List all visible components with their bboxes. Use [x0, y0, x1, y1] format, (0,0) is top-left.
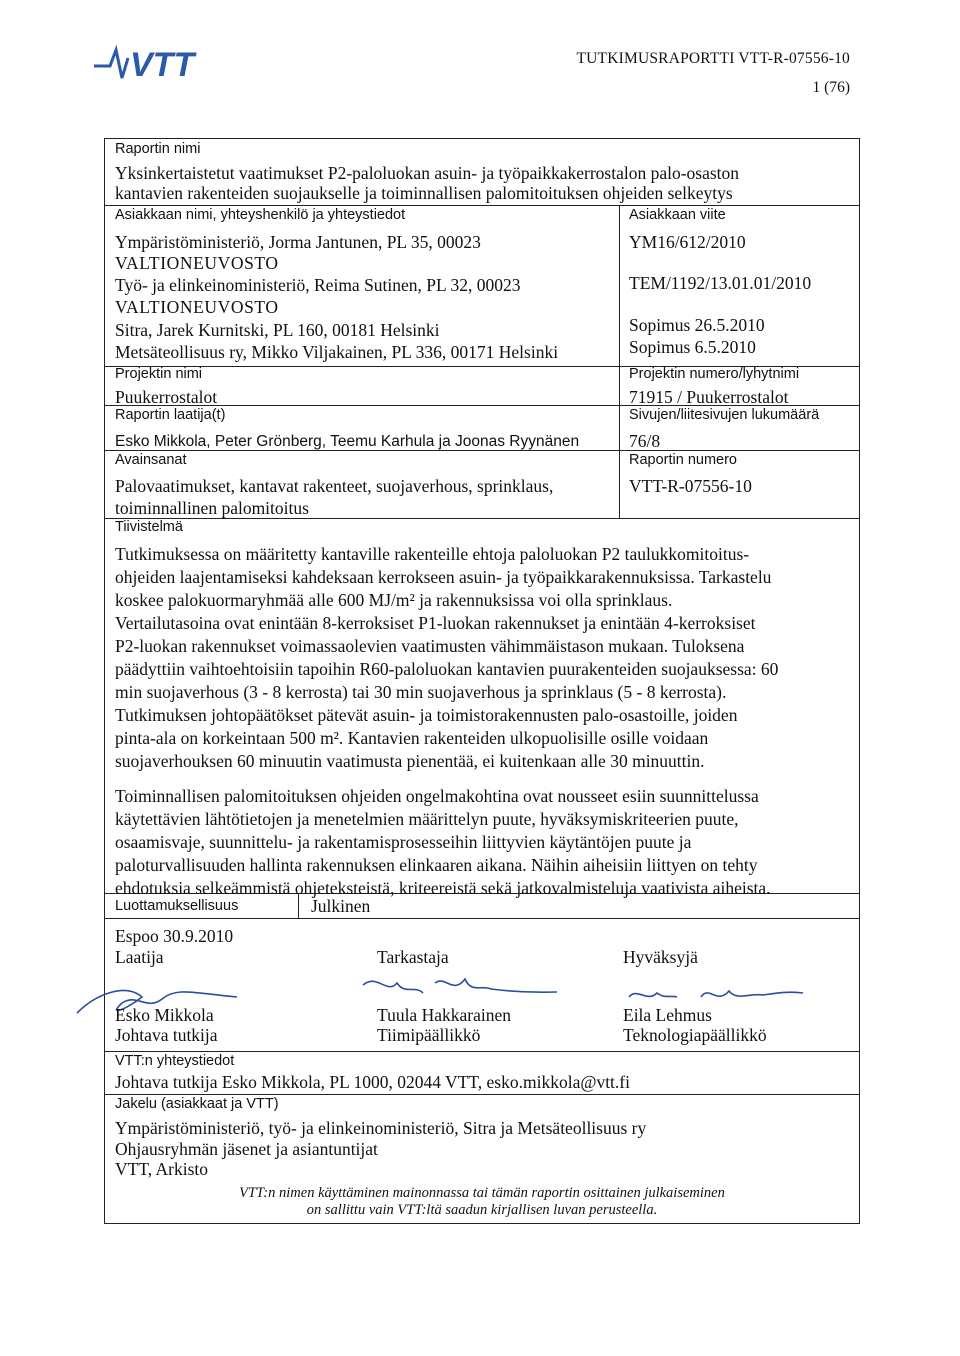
- divider: [105, 1051, 859, 1052]
- footer-note-line1: VTT:n nimen käyttäminen mainonnassa tai tämän raportin osittainen julkaiseminen: [239, 1185, 725, 1201]
- summary-line: osaamisvaje, suunnittelu- ja rakentamisprosesseihin liittyvien käytäntöjen puute ja: [115, 832, 692, 852]
- summary-line: P2-luokan rakennukset voimassaolevien vaatimusten vähimmäistason mukaan. Tuloksena: [115, 636, 745, 656]
- report-header-title: TUTKIMUSRAPORTTI VTT-R-07556-10: [576, 50, 850, 67]
- client-ref: Sopimus 6.5.2010: [629, 337, 756, 357]
- distribution-line: VTT, Arkisto: [115, 1159, 209, 1179]
- author-name: Esko Mikkola: [115, 1005, 214, 1025]
- summary-paragraph-2: [115, 785, 850, 900]
- summary-line: Vertailutasoina ovat enintään 8-kerroksiset P1-luokan rakennukset ja enintään 4-kerroksiset: [115, 613, 756, 633]
- reviewer-name: Tuula Hakkarainen: [377, 1005, 511, 1025]
- report-name-line2: kantavien rakenteiden suojaukselle ja toiminnallisen palomitoituksen ohjeiden selkeytys: [115, 183, 733, 203]
- client-line: Ympäristöministeriö, Jorma Jantunen, PL 35, 00023: [115, 232, 481, 252]
- project-name-label: Projektin nimi: [115, 366, 203, 382]
- summary-line: pinta-ala on korkeintaan 500 m². Kantavien rakenteiden ulkopuolisille osille voidaan: [115, 728, 709, 748]
- contact-value: Johtava tutkija Esko Mikkola, PL 1000, 02044 VTT, esko.mikkola@vtt.fi: [115, 1072, 630, 1092]
- page-count: 76/8: [629, 431, 661, 451]
- report-form-frame: [104, 138, 860, 1224]
- summary-line: ohjeiden laajentamiseksi kahdeksaan kerrokseen asuin- ja työpaikkarakennuksissa. Tarkastelu: [115, 567, 772, 587]
- summary-line: Toiminnallisen palomitoituksen ohjeiden ongelmakohtina ovat nousseet esiin suunnittelussa: [115, 786, 759, 806]
- approver-role: Hyväksyjä: [623, 947, 698, 967]
- contact-label: VTT:n yhteystiedot: [115, 1053, 235, 1069]
- summary-line: koskee palokuormaryhmää alle 600 MJ/m² ja rakennuksissa voi olla sprinklaus.: [115, 590, 673, 610]
- summary-line: Tutkimuksessa on määritetty kantaville rakenteille ehtoja paloluokan P2 taulukkomitoitus-: [115, 544, 750, 564]
- summary-line: suojaverhouksen 60 minuutin vaatimusta pienentää, ei kuitenkaan alle 30 minuuttin.: [115, 751, 705, 771]
- author-title: Johtava tutkija: [115, 1025, 218, 1045]
- vtt-logo: [92, 38, 232, 88]
- divider: [105, 1094, 859, 1095]
- client-ref: Sopimus 26.5.2010: [629, 315, 765, 335]
- divider: [105, 205, 859, 206]
- keywords-line2: toiminnallinen palomitoitus: [115, 498, 309, 518]
- project-name: Puukerrostalot: [115, 387, 218, 407]
- client-ref-label: Asiakkaan viite: [629, 207, 726, 223]
- approver-name: Eila Lehmus: [623, 1005, 712, 1025]
- author-role: Laatija: [115, 947, 164, 967]
- summary-line: Tutkimuksen johtopäätökset pätevät asuin- ja toimistorakennusten palo-osastoille, joiden: [115, 705, 738, 725]
- client-line: VALTIONEUVOSTO: [115, 253, 279, 273]
- project-number-label: Projektin numero/lyhytnimi: [629, 366, 800, 382]
- client-line: VALTIONEUVOSTO: [115, 297, 279, 317]
- report-name-label: Raportin nimi: [115, 141, 201, 157]
- distribution-line: Ohjausryhmän jäsenet ja asiantuntijat: [115, 1139, 378, 1159]
- summary-line: päädyttiin vaihtoehtoisiin tapoihin R60-paloluokan kantavien puurakenteiden suojauksessa: 60: [115, 659, 779, 679]
- authors-label: Raportin laatija(t): [115, 407, 226, 423]
- authors-names: Esko Mikkola, Peter Grönberg, Teemu Karhula ja Joonas Ryynänen: [115, 433, 580, 450]
- client-label: Asiakkaan nimi, yhteyshenkilö ja yhteystiedot: [115, 207, 406, 223]
- report-number: VTT-R-07556-10: [629, 476, 752, 496]
- approver-title: Teknologiapäällikkö: [623, 1025, 767, 1045]
- summary-label: Tiivistelmä: [115, 519, 183, 535]
- reviewer-role: Tarkastaja: [377, 947, 449, 967]
- report-name-line1: Yksinkertaistetut vaatimukset P2-paloluokan asuin- ja työpaikkakerrostalon palo-osaston: [115, 163, 740, 183]
- project-number: 71915 / Puukerrostalot: [629, 387, 789, 407]
- page-number: 1 (76): [812, 79, 850, 96]
- summary-line: paloturvallisuuden hallinta rakennuksen elinkaaren aikana. Näihin aiheisiin liittyen on tehty: [115, 855, 758, 875]
- summary-line: ehdotuksia selkeämmistä ohjeteksteistä, kriteereistä sekä jatkovalmisteluja vaativista aiheista.: [115, 878, 771, 898]
- divider: [105, 918, 859, 919]
- client-ref: TEM/1192/13.01.01/2010: [629, 273, 812, 293]
- client-line: Metsäteollisuus ry, Mikko Viljakainen, PL 336, 00171 Helsinki: [115, 342, 559, 362]
- report-number-label: Raportin numero: [629, 452, 737, 468]
- distribution-label: Jakelu (asiakkaat ja VTT): [115, 1096, 279, 1112]
- summary-line: käytettävien lähtötietojen ja menetelmien määrittelyn puute, hyväksymiskriteerien puute,: [115, 809, 739, 829]
- pages-label: Sivujen/liitesivujen lukumäärä: [629, 407, 820, 423]
- client-line: Työ- ja elinkeinoministeriö, Reima Sutinen, PL 32, 00023: [115, 275, 521, 295]
- client-ref: YM16/612/2010: [629, 232, 746, 252]
- confidentiality-label: Luottamuksellisuus: [115, 898, 239, 914]
- keywords-line1: Palovaatimukset, kantavat rakenteet, suojaverhous, sprinklaus,: [115, 476, 554, 496]
- logo-text: VTT: [130, 46, 195, 84]
- summary-line: min suojaverhous (3 - 8 kerrosta) tai 30 min suojaverhous ja sprinklaus (5 - 8 kerrosta).: [115, 682, 727, 702]
- keywords-label: Avainsanat: [115, 452, 187, 468]
- column-divider: [619, 205, 620, 518]
- summary-paragraph-1: [115, 543, 850, 773]
- reviewer-title: Tiimipäällikkö: [377, 1025, 481, 1045]
- distribution-line: Ympäristöministeriö, työ- ja elinkeinoministeriö, Sitra ja Metsäteollisuus ry: [115, 1118, 647, 1138]
- client-line: Sitra, Jarek Kurnitski, PL 160, 00181 Helsinki: [115, 320, 440, 340]
- place-date: Espoo 30.9.2010: [115, 926, 234, 946]
- confidentiality-value: Julkinen: [311, 896, 371, 916]
- footer-note-line2: on sallittu vain VTT:ltä saadun kirjallisen luvan perusteella.: [306, 1202, 658, 1218]
